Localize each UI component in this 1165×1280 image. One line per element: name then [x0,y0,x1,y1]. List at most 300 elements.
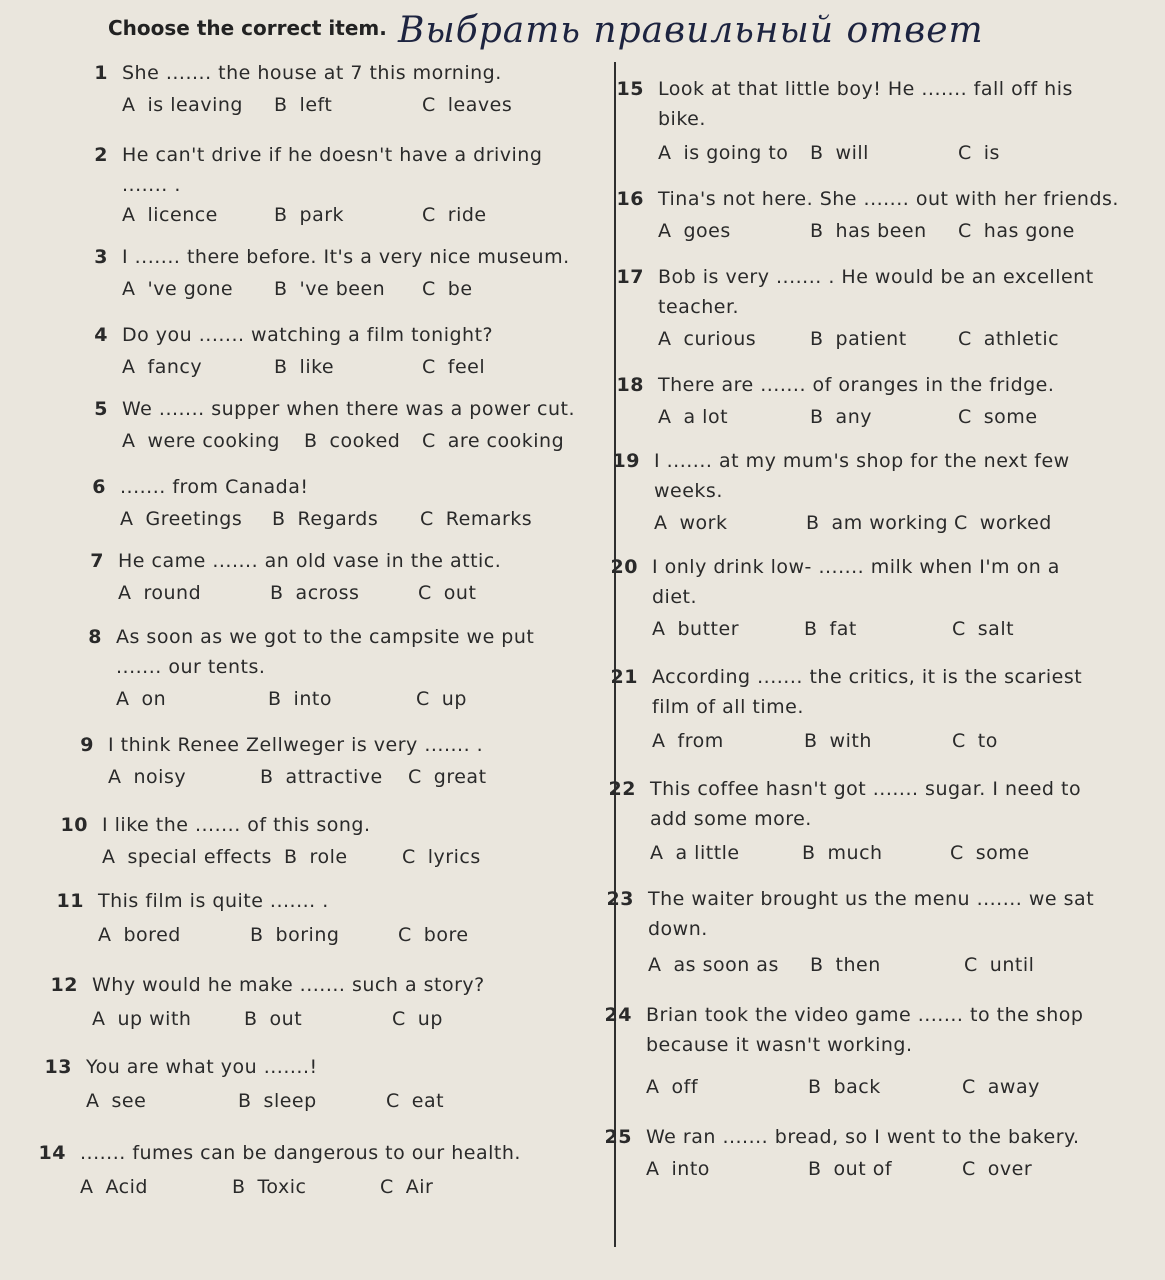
option-letter: B [274,204,288,226]
option-c[interactable] [958,138,1000,169]
question-number: 23 [606,888,634,910]
answer-options [646,1072,1106,1103]
question-number: 13 [44,1056,72,1078]
option-text: up [417,1008,443,1030]
option-letter: B [810,328,824,350]
question-stem-continued: teacher. [658,296,740,318]
option-text: work [679,512,728,534]
option-letter: C [422,430,436,452]
option-b[interactable] [810,138,869,169]
option-letter: C [958,406,972,428]
option-text: as soon as [673,954,779,976]
option-text: cooked [329,430,401,452]
option-letter: C [950,842,964,864]
option-a[interactable] [658,324,756,355]
option-c[interactable] [402,842,481,873]
question-20 [610,552,1150,648]
option-b[interactable] [810,216,927,247]
option-text: lyrics [427,846,481,868]
handwritten-note: Выбрать правильный ответ [398,10,984,51]
option-letter: C [422,204,436,226]
question-stem: I like the ....... of this song. [102,814,371,836]
option-c[interactable] [408,762,487,793]
option-text: feel [447,356,486,378]
option-text: Acid [105,1176,148,1198]
option-b[interactable] [274,274,385,305]
question-stem: We ran ....... bread, so I went to the bakery. [646,1126,1080,1148]
answer-options [92,1004,552,1035]
question-number: 3 [94,246,108,268]
option-b[interactable] [272,504,378,535]
option-text: licence [147,204,218,226]
option-c[interactable] [962,1072,1040,1103]
option-text: 've been [299,278,386,300]
option-letter: A [650,842,664,864]
question-stem-continued: weeks. [654,480,723,502]
option-letter: A [646,1158,660,1180]
option-letter: A [648,954,662,976]
answer-options [86,1086,546,1117]
question-3 [80,242,620,308]
question-stem: You are what you .......! [86,1056,318,1078]
option-text: worked [979,512,1052,534]
option-text: noisy [133,766,187,788]
option-letter: A [86,1090,100,1112]
option-letter: C [958,220,972,242]
question-stem: I ....... there before. It's a very nice museum. [122,246,570,268]
question-number: 5 [94,398,108,420]
option-letter: C [402,846,416,868]
question-23 [606,884,1146,984]
question-number: 15 [616,78,644,100]
option-text: with [829,730,872,752]
option-letter: A [122,430,136,452]
question-4 [80,320,620,386]
option-letter: C [954,512,968,534]
option-c[interactable] [964,950,1034,981]
option-text: 've gone [147,278,234,300]
header [108,10,1148,60]
answer-options [648,950,1108,981]
option-letter: A [120,508,134,530]
option-b[interactable] [250,920,339,951]
option-text: a lot [683,406,729,428]
option-text: bore [423,924,469,946]
option-letter: A [116,688,130,710]
option-b[interactable] [808,1154,892,1185]
option-letter: B [284,846,298,868]
question-stem-continued: add some more. [650,808,812,830]
option-text: athletic [983,328,1060,350]
option-letter: B [268,688,282,710]
option-a[interactable] [118,578,201,609]
option-text: is leaving [147,94,243,116]
option-text: some [983,406,1038,428]
option-text: bored [123,924,181,946]
question-stem-continued: down. [648,918,708,940]
option-c[interactable] [380,1172,433,1203]
option-a[interactable] [658,216,731,247]
option-b[interactable] [802,838,883,869]
option-text: on [141,688,167,710]
option-b[interactable] [806,508,948,539]
option-text: fancy [147,356,203,378]
answer-options [80,1172,540,1203]
option-letter: C [422,278,436,300]
question-stem: The waiter brought us the menu ....... we sat [648,888,1095,910]
option-text: role [309,846,348,868]
option-a[interactable] [80,1172,148,1203]
option-text: great [433,766,487,788]
option-letter: B [304,430,318,452]
option-b[interactable] [274,90,332,121]
option-letter: C [392,1008,406,1030]
option-letter: A [122,94,136,116]
question-number: 4 [94,324,108,346]
answer-options [122,90,582,121]
option-text: goes [683,220,731,242]
option-text: sleep [263,1090,317,1112]
option-c[interactable] [958,324,1059,355]
question-stem-continued: because it wasn't working. [646,1034,913,1056]
option-text: into [293,688,332,710]
option-a[interactable] [92,1004,191,1035]
option-text: up [441,688,467,710]
option-letter: A [122,356,136,378]
option-text: butter [677,618,740,640]
question-stem: Look at that little boy! He ....... fall off his [658,78,1073,100]
question-21 [610,662,1150,760]
question-stem: We ....... supper when there was a power cut. [122,398,576,420]
option-text: salt [977,618,1015,640]
option-text: am working [831,512,949,534]
answer-options [658,402,1118,433]
option-letter: B [272,508,286,530]
question-stem: Brian took the video game ....... to the shop [646,1004,1084,1026]
question-number: 19 [612,450,640,472]
option-a[interactable] [108,762,186,793]
option-text: attractive [285,766,383,788]
option-a[interactable] [658,138,788,169]
option-text: fat [829,618,857,640]
answer-options [652,726,1112,757]
option-letter: A [122,204,136,226]
question-number: 12 [50,974,78,996]
option-text: Remarks [445,508,533,530]
question-number: 14 [38,1142,66,1164]
option-letter: B [270,582,284,604]
question-stem: As soon as we got to the campsite we put [116,626,535,648]
option-letter: C [964,954,978,976]
option-letter: A [646,1076,660,1098]
option-text: until [989,954,1035,976]
question-stem: Bob is very ....... . He would be an excellent [658,266,1094,288]
question-stem: She ....... the house at 7 this morning. [122,62,502,84]
option-c[interactable] [418,578,476,609]
option-text: ride [447,204,487,226]
question-14 [38,1138,578,1206]
option-a[interactable] [116,684,166,715]
option-letter: C [952,618,966,640]
option-letter: B [274,278,288,300]
option-letter: A [102,846,116,868]
option-b[interactable] [304,426,400,457]
option-a[interactable] [646,1154,710,1185]
option-text: back [833,1076,881,1098]
option-letter: C [380,1176,394,1198]
question-stem: This film is quite ....... . [98,890,329,912]
option-text: up with [117,1008,192,1030]
question-stem-continued: ....... . [122,174,181,196]
answer-options [116,684,576,715]
option-a[interactable] [652,726,724,757]
option-letter: B [810,220,824,242]
question-stem-continued: bike. [658,108,706,130]
option-letter: C [952,730,966,752]
question-13 [44,1052,584,1120]
option-letter: C [386,1090,400,1112]
option-text: is going to [683,142,789,164]
question-12 [50,970,590,1038]
option-text: see [111,1090,147,1112]
option-letter: C [416,688,430,710]
option-letter: A [80,1176,94,1198]
option-a[interactable] [102,842,272,873]
option-a[interactable] [652,614,739,645]
option-letter: A [122,278,136,300]
option-text: out [443,582,477,604]
option-letter: B [806,512,820,534]
option-letter: C [958,328,972,350]
question-stem-continued: film of all time. [652,696,804,718]
option-text: Toxic [257,1176,307,1198]
question-19 [612,446,1152,542]
option-c[interactable] [422,90,512,121]
option-c[interactable] [422,352,485,383]
question-stem: There are ....... of oranges in the fridge. [658,374,1055,396]
question-stem: ....... from Canada! [120,476,309,498]
option-letter: B [810,406,824,428]
option-text: out of [833,1158,893,1180]
option-letter: B [808,1076,822,1098]
question-16 [616,184,1156,250]
question-stem: He came ....... an old vase in the attic. [118,550,502,572]
option-text: from [677,730,724,752]
option-letter: B [804,730,818,752]
option-a[interactable] [654,508,727,539]
question-24 [604,1000,1144,1106]
question-25 [604,1122,1144,1188]
answer-options [108,762,568,793]
option-letter: B [238,1090,252,1112]
answer-options [658,138,1118,169]
option-a[interactable] [650,838,740,869]
option-letter: A [658,220,672,242]
instruction: Choose the correct item. [108,16,387,40]
question-number: 17 [616,266,644,288]
question-stem: I think Renee Zellweger is very ....... . [108,734,484,756]
option-text: patient [835,328,907,350]
question-number: 6 [92,476,106,498]
option-a[interactable] [122,426,280,457]
question-number: 25 [604,1126,632,1148]
option-c[interactable] [962,1154,1032,1185]
question-number: 24 [604,1004,632,1026]
option-c[interactable] [952,726,998,757]
question-2 [80,140,620,234]
question-stem: He can't drive if he doesn't have a driving [122,144,543,166]
option-a[interactable] [122,352,202,383]
option-letter: B [810,954,824,976]
option-text: eat [411,1090,445,1112]
option-letter: B [804,618,818,640]
question-number: 11 [56,890,84,912]
question-stem: I only drink low- ....... milk when I'm on a [652,556,1060,578]
question-stem: This coffee hasn't got ....... sugar. I need to [650,778,1082,800]
option-c[interactable] [422,200,487,231]
option-b[interactable] [804,726,872,757]
option-letter: C [962,1158,976,1180]
question-number: 18 [616,374,644,396]
option-b[interactable] [270,578,359,609]
option-text: like [299,356,335,378]
option-a[interactable] [86,1086,146,1117]
option-letter: A [658,142,672,164]
option-b[interactable] [810,324,907,355]
question-7 [76,546,616,612]
option-text: curious [683,328,757,350]
option-text: any [835,406,872,428]
option-letter: A [108,766,122,788]
option-letter: B [810,142,824,164]
option-letter: C [408,766,422,788]
question-number: 9 [80,734,94,756]
option-a[interactable] [122,200,218,231]
option-letter: B [274,94,288,116]
option-text: Greetings [145,508,243,530]
answer-options [658,324,1118,355]
option-letter: C [420,508,434,530]
option-a[interactable] [658,402,728,433]
question-17 [616,262,1156,358]
option-text: into [671,1158,710,1180]
option-text: leaves [447,94,513,116]
option-c[interactable] [958,216,1075,247]
option-a[interactable] [648,950,779,981]
option-letter: A [658,406,672,428]
option-letter: A [118,582,132,604]
option-b[interactable] [284,842,348,873]
option-c[interactable] [416,684,467,715]
option-b[interactable] [274,352,334,383]
option-a[interactable] [98,920,181,951]
option-b[interactable] [804,614,857,645]
answer-options [122,274,582,305]
option-a[interactable] [122,274,233,305]
option-text: then [835,954,881,976]
question-number: 7 [90,550,104,572]
option-text: Regards [297,508,379,530]
option-text: boring [275,924,340,946]
option-b[interactable] [238,1086,317,1117]
option-b[interactable] [260,762,383,793]
answer-options [122,426,582,457]
option-letter: A [658,328,672,350]
question-18 [616,370,1156,436]
option-text: park [299,204,345,226]
option-c[interactable] [950,838,1030,869]
question-stem: According ....... the critics, it is the scariest [652,666,1083,688]
question-15 [616,74,1156,172]
option-text: out [269,1008,303,1030]
question-stem-continued: diet. [652,586,698,608]
option-letter: A [654,512,668,534]
question-stem: Tina's not here. She ....... out with her friends. [658,188,1119,210]
option-c[interactable] [958,402,1038,433]
option-a[interactable] [646,1072,698,1103]
question-number: 10 [60,814,88,836]
question-stem: Do you ....... watching a film tonight? [122,324,494,346]
question-1 [80,58,620,124]
answer-options [118,578,578,609]
option-b[interactable] [232,1172,306,1203]
question-number: 1 [94,62,108,84]
option-letter: B [274,356,288,378]
option-text: left [299,94,333,116]
option-c[interactable] [954,508,1052,539]
option-c[interactable] [398,920,469,951]
option-b[interactable] [268,684,332,715]
answer-options [654,508,1114,539]
option-a[interactable] [120,504,242,535]
option-b[interactable] [810,402,872,433]
option-c[interactable] [386,1086,444,1117]
answer-options [102,842,562,873]
option-b[interactable] [810,950,881,981]
option-text: to [977,730,998,752]
option-text: will [835,142,869,164]
option-letter: C [422,356,436,378]
option-letter: C [958,142,972,164]
option-b[interactable] [808,1072,881,1103]
option-text: away [987,1076,1040,1098]
question-11 [56,886,596,954]
option-c[interactable] [422,274,473,305]
question-stem: Why would he make ....... such a story? [92,974,485,996]
option-letter: C [418,582,432,604]
option-b[interactable] [274,200,344,231]
option-c[interactable] [422,426,564,457]
answer-options [122,200,582,231]
answer-options [658,216,1118,247]
option-text: off [671,1076,699,1098]
question-stem: I ....... at my mum's shop for the next few [654,450,1070,472]
option-letter: C [398,924,412,946]
option-c[interactable] [392,1004,443,1035]
answer-options [650,838,1110,869]
option-b[interactable] [244,1004,302,1035]
question-number: 20 [610,556,638,578]
option-c[interactable] [420,504,532,535]
option-letter: B [232,1176,246,1198]
option-a[interactable] [122,90,243,121]
option-c[interactable] [952,614,1014,645]
option-letter: A [652,730,666,752]
question-22 [608,774,1148,872]
answer-options [122,352,582,383]
question-number: 2 [94,144,108,166]
option-letter: B [260,766,274,788]
